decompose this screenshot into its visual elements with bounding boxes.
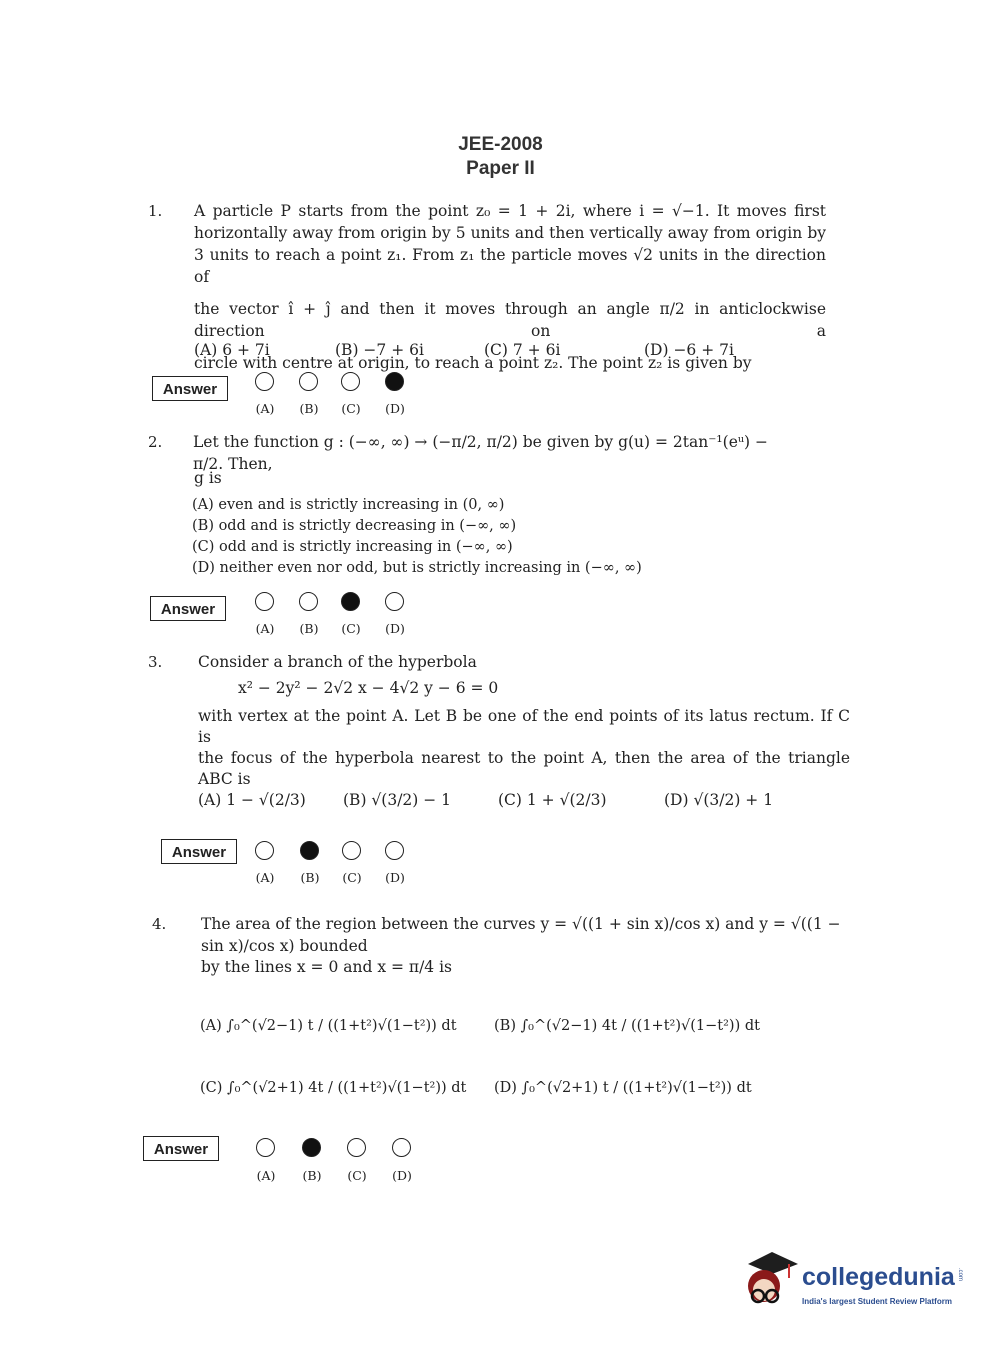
question-2-line-2: g is — [194, 469, 222, 487]
q3-bubble-b-selected[interactable] — [300, 841, 319, 860]
q3-line-2: the focus of the hyperbola nearest to the point A, then the area of the triangle — [198, 749, 850, 767]
q3-bubble-a[interactable] — [255, 841, 274, 860]
q1-bubble-c[interactable] — [341, 372, 360, 391]
q4-bubble-label-c: (C) — [347, 1168, 367, 1183]
collegedunia-mascot-icon — [742, 1250, 802, 1312]
q1-bubble-a[interactable] — [255, 372, 274, 391]
q2-option-a: (A) even and is strictly increasing in (0, ∞) — [192, 497, 505, 513]
q4-bubble-label-d: (D) — [392, 1168, 412, 1183]
q4-bubble-b-selected[interactable] — [302, 1138, 321, 1157]
q3-option-d: (D) √(3/2) + 1 — [664, 791, 774, 809]
q2-bubble-b[interactable] — [299, 592, 318, 611]
q3-bubble-label-c: (C) — [342, 870, 362, 885]
q2-options — [192, 495, 642, 579]
q3-option-c: (C) 1 + √(2/3) — [498, 791, 607, 809]
q1-bubble-label-d: (D) — [385, 401, 405, 416]
q2-option-b: (B) odd and is strictly decreasing in (−∞, ∞) — [192, 518, 517, 534]
q4-option-a: (A) ∫₀^(√2−1) t / ((1+t²)√(1−t²)) dt — [200, 1018, 457, 1034]
q3-option-b: (B) √(3/2) − 1 — [343, 791, 452, 809]
q1-bubble-label-c: (C) — [341, 401, 361, 416]
q1-line-4: the vector î + ĵ and then it moves through an angle π/2 in anticlockwise direction on a — [194, 300, 826, 340]
q2-answer-label: Answer — [150, 596, 226, 621]
q2-option-c: (C) odd and is strictly increasing in (−∞, ∞) — [192, 539, 513, 555]
q1-option-d: (D) −6 + 7i — [644, 341, 734, 359]
question-3-intro: Consider a branch of the hyperbola — [198, 653, 477, 671]
q2-bubble-label-c: (C) — [341, 621, 361, 636]
q4-option-b: (B) ∫₀^(√2−1) 4t / ((1+t²)√(1−t²)) dt — [494, 1018, 760, 1034]
question-3-equation: x² − 2y² − 2√2 x − 4√2 y − 6 = 0 — [238, 679, 499, 697]
question-4-number: 4. — [152, 915, 167, 933]
q1-line-1: A particle P starts from the point z₀ = 1 + 2i, where i = √−1. It moves first — [194, 202, 826, 220]
q2-bubble-label-d: (D) — [385, 621, 405, 636]
q4-bubble-label-b: (B) — [302, 1168, 322, 1183]
q1-option-c: (C) 7 + 6i — [484, 341, 561, 359]
q3-answer-label: Answer — [161, 839, 237, 864]
q1-line-3: 3 units to reach a point z₁. From z₁ the particle moves √2 units in the direction of — [194, 246, 826, 286]
q1-bubble-label-a: (A) — [255, 401, 275, 416]
q3-option-a: (A) 1 − √(2/3) — [198, 791, 306, 809]
q1-option-b: (B) −7 + 6i — [335, 341, 424, 359]
q3-bubble-label-d: (D) — [385, 870, 405, 885]
collegedunia-logo[interactable] — [802, 1263, 955, 1292]
q2-bubble-c-selected[interactable] — [341, 592, 360, 611]
q2-bubble-d[interactable] — [385, 592, 404, 611]
q4-option-d: (D) ∫₀^(√2+1) t / ((1+t²)√(1−t²)) dt — [494, 1080, 752, 1096]
q1-bubble-b[interactable] — [299, 372, 318, 391]
q4-option-c: (C) ∫₀^(√2+1) 4t / ((1+t²)√(1−t²)) dt — [200, 1080, 467, 1096]
q1-bubble-d-selected[interactable] — [385, 372, 404, 391]
q1-answer-label: Answer — [152, 376, 228, 401]
q4-bubble-a[interactable] — [256, 1138, 275, 1157]
question-2-line-1: Let the function g : (−∞, ∞) → (−π/2, π/2) be given by g(u) = 2tan⁻¹(eᵘ) − π/2. Then, — [193, 433, 769, 473]
q4-bubble-label-a: (A) — [256, 1168, 276, 1183]
question-3-number: 3. — [148, 653, 163, 671]
question-2-number: 2. — [148, 433, 163, 451]
question-1-number: 1. — [148, 202, 163, 220]
question-4-line-2: by the lines x = 0 and x = π/4 is — [201, 958, 453, 976]
q4-bubble-d[interactable] — [392, 1138, 411, 1157]
logo-tagline: India's largest Student Review Platform — [802, 1297, 952, 1306]
q4-bubble-c[interactable] — [347, 1138, 366, 1157]
q1-line-5: circle with centre at origin, to reach a point z₂. The point z₂ is given by — [194, 354, 752, 372]
q1-option-a: (A) 6 + 7i — [194, 341, 270, 359]
q1-bubble-label-b: (B) — [299, 401, 319, 416]
q2-bubble-a[interactable] — [255, 592, 274, 611]
q3-line-3: ABC is — [198, 770, 251, 788]
q4-answer-label: Answer — [143, 1136, 219, 1161]
paper-title: Paper II — [466, 158, 535, 179]
q1-line-2: horizontally away from origin by 5 units and then vertically away from origin by — [194, 224, 826, 242]
q2-option-d: (D) neither even nor odd, but is strictly increasing in (−∞, ∞) — [192, 560, 642, 576]
q2-bubble-label-b: (B) — [299, 621, 319, 636]
logo-suffix: .com — [957, 1268, 963, 1282]
q3-bubble-d[interactable] — [385, 841, 404, 860]
q3-line-1: with vertex at the point A. Let B be one of the end points of its latus rectum. If C is — [198, 707, 850, 746]
q2-bubble-label-a: (A) — [255, 621, 275, 636]
logo-name: collegedunia — [802, 1263, 955, 1291]
q3-bubble-c[interactable] — [342, 841, 361, 860]
exam-title: JEE-2008 — [458, 134, 543, 155]
question-4-line-1: The area of the region between the curves y = √((1 + sin x)/cos x) and y = √((1 − sin x)/cos x) bounded — [201, 915, 841, 955]
question-3-text — [198, 706, 850, 790]
q3-bubble-label-b: (B) — [300, 870, 320, 885]
q3-bubble-label-a: (A) — [255, 870, 275, 885]
